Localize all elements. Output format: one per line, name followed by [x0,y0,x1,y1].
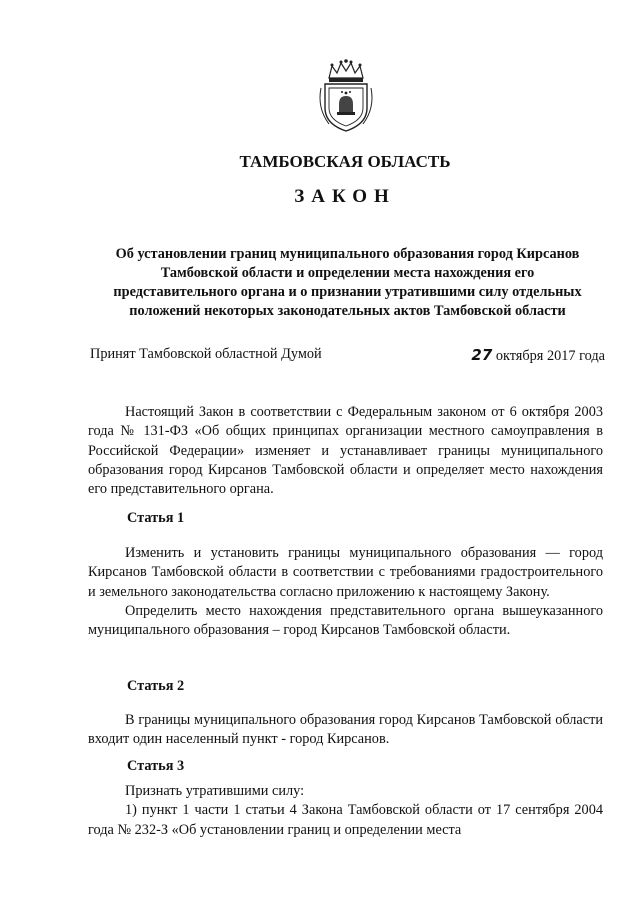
preamble-paragraph: Настоящий Закон в соответствии с Федеральным законом от 6 октября 2003 года № 131-ФЗ «Об общих принципах организации местного самоуправления в Российской Федерации» изменяет и устанавливает границы муниципального образования город Кирсанов Тамбовской области и определяет место нахождения его представительного органа. [88,404,603,498]
adopting-body: Принят Тамбовской областной Думой [90,346,322,362]
adoption-date-rest: октября 2017 года [492,348,605,364]
article-3-heading: Статья 3 [127,758,185,774]
law-title-line: положений некоторых законодательных актов Тамбовской области [129,303,566,319]
article-2-body [88,711,603,750]
region-heading: ТАМБОВСКАЯ ОБЛАСТЬ [239,152,451,171]
article-2-paragraph: В границы муниципального образования город Кирсанов Тамбовской области входит один населенный пункт - город Кирсанов. [88,712,603,748]
adoption-date [471,346,605,365]
law-title-line: Об установлении границ муниципального образования город Кирсанов [115,246,580,262]
article-1-paragraph: Определить место нахождения представительного органа вышеуказанного муниципального образования – город Кирсанов Тамбовской области. [88,602,603,639]
law-title [90,245,605,321]
article-1-paragraph: Изменить и установить границы муниципального образования — город Кирсанов Тамбовской области в соответствии с требованиями градостроительного и земельного законодательства согласно приложению к настоящему Закону. [88,545,603,600]
article-2-heading: Статья 2 [127,678,185,694]
law-title-line: представительного органа и о признании утратившими силу отдельных [113,284,582,300]
handwritten-day: 27 [471,346,493,364]
adoption-line [90,346,605,363]
preamble [88,403,603,499]
coat-of-arms-icon [315,58,377,134]
article-3-body [88,782,603,840]
document-type-heading: ЗАКОН [294,186,396,207]
article-3-paragraph: 1) пункт 1 части 1 статьи 4 Закона Тамбовской области от 17 сентября 2004 года № 232-З «Об установлении границ и определении места [88,802,603,838]
article-1-body [88,544,603,640]
article-1-heading: Статья 1 [127,510,185,526]
article-3-paragraph: Признать утратившими силу: [125,783,305,799]
law-title-line: Тамбовской области и определении места нахождения его [160,265,535,281]
